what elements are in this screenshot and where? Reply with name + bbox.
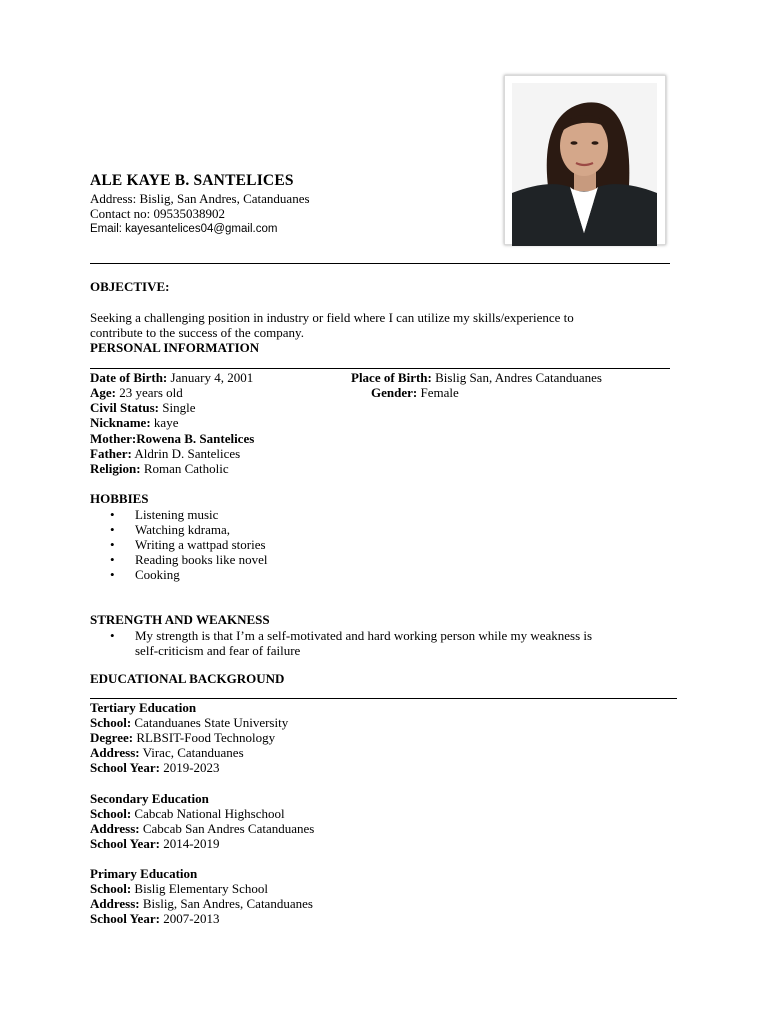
primary-address-label: Address: xyxy=(90,896,140,911)
primary-year-line xyxy=(90,911,220,926)
tertiary-address-label: Address: xyxy=(90,745,140,760)
age-value: 23 years old xyxy=(119,385,183,400)
tertiary-year-line xyxy=(90,760,220,775)
strength-heading: STRENGTH AND WEAKNESS xyxy=(90,612,270,627)
header-divider xyxy=(90,263,670,264)
pob-line xyxy=(351,370,602,385)
tertiary-title: Tertiary Education xyxy=(90,700,197,715)
gender-value: Female xyxy=(420,385,459,400)
age-label: Age: xyxy=(90,385,116,400)
primary-address-line xyxy=(90,896,313,911)
mother-label: Mother: xyxy=(90,431,137,446)
email-line: Email: kayesantelices04@gmail.com xyxy=(90,223,278,235)
objective-heading: OBJECTIVE: xyxy=(90,279,170,294)
tertiary-address-value: Virac, Catanduanes xyxy=(142,745,244,760)
gender-line xyxy=(371,385,459,400)
hobbies-list xyxy=(90,507,268,582)
primary-year-label: School Year: xyxy=(90,911,160,926)
tertiary-degree-label: Degree: xyxy=(90,730,134,745)
strength-text-line-1: My strength is that I’m a self-motivated and hard working person while my weakness is xyxy=(135,628,593,643)
religion-label: Religion: xyxy=(90,461,141,476)
hobby-item: • Writing a wattpad stories xyxy=(90,537,268,552)
tertiary-year-value: 2019-2023 xyxy=(163,760,220,775)
age-line xyxy=(90,385,183,400)
nickname-value: kaye xyxy=(153,415,179,430)
strength-list xyxy=(90,628,592,658)
primary-school-line xyxy=(90,881,268,896)
primary-school-value: Bislig Elementary School xyxy=(134,881,269,896)
gender-label: Gender: xyxy=(371,385,418,400)
secondary-school-value: Cabcab National Highschool xyxy=(134,806,285,821)
primary-year-value: 2007-2013 xyxy=(163,911,220,926)
tertiary-address-line xyxy=(90,745,244,760)
pob-label: Place of Birth: xyxy=(351,370,432,385)
primary-title: Primary Education xyxy=(90,866,198,881)
secondary-address-label: Address: xyxy=(90,821,140,836)
dob-line xyxy=(90,370,253,385)
hobbies-heading: HOBBIES xyxy=(90,491,149,506)
applicant-name: ALE KAYE B. SANTELICES xyxy=(90,172,294,189)
secondary-address-value: Cabcab San Andres Catanduanes xyxy=(142,821,315,836)
contact-line: Contact no: 09535038902 xyxy=(90,206,226,221)
mother-line xyxy=(90,431,254,446)
tertiary-school-label: School: xyxy=(90,715,132,730)
secondary-address-line xyxy=(90,821,314,836)
tertiary-year-label: School Year: xyxy=(90,760,160,775)
personal-info-divider xyxy=(90,368,670,369)
education-divider xyxy=(90,698,677,699)
civil-status-label: Civil Status: xyxy=(90,400,159,415)
tertiary-school-line xyxy=(90,715,288,730)
address-line: Address: Bislig, San Andres, Catanduanes xyxy=(90,191,310,206)
tertiary-degree-line xyxy=(90,730,275,745)
primary-address-value: Bislig, San Andres, Catanduanes xyxy=(142,896,313,911)
objective-text-line-2: contribute to the success of the company. xyxy=(90,325,304,340)
secondary-school-label: School: xyxy=(90,806,132,821)
dob-value: January 4, 2001 xyxy=(170,370,254,385)
tertiary-degree-value: RLBSIT-Food Technology xyxy=(136,730,276,745)
civil-status-value: Single xyxy=(162,400,196,415)
nickname-line xyxy=(90,415,178,430)
father-value: Aldrin D. Santelices xyxy=(134,446,241,461)
hobby-item: • Watching kdrama, xyxy=(90,522,268,537)
objective-text-line-1: Seeking a challenging position in industry or field where I can utilize my skills/experience to xyxy=(90,310,574,325)
personal-info-heading: PERSONAL INFORMATION xyxy=(90,340,260,355)
secondary-year-value: 2014-2019 xyxy=(163,836,220,851)
profile-photo-frame xyxy=(504,75,666,245)
civil-status-line xyxy=(90,400,195,415)
secondary-title: Secondary Education xyxy=(90,791,209,806)
religion-value: Roman Catholic xyxy=(143,461,229,476)
secondary-school-line xyxy=(90,806,285,821)
religion-line xyxy=(90,461,229,476)
pob-value: Bislig San, Andres Catanduanes xyxy=(435,370,602,385)
profile-photo xyxy=(512,83,657,246)
father-line xyxy=(90,446,240,461)
nickname-label: Nickname: xyxy=(90,415,151,430)
secondary-year-label: School Year: xyxy=(90,836,160,851)
secondary-year-line xyxy=(90,836,220,851)
hobby-item: • Reading books like novel xyxy=(90,552,268,567)
primary-school-label: School: xyxy=(90,881,132,896)
dob-label: Date of Birth: xyxy=(90,370,168,385)
tertiary-school-value: Catanduanes State University xyxy=(134,715,289,730)
mother-value: Rowena B. Santelices xyxy=(136,431,255,446)
hobby-item: • Cooking xyxy=(90,567,268,582)
strength-item xyxy=(90,628,592,658)
education-heading: EDUCATIONAL BACKGROUND xyxy=(90,671,285,686)
strength-text-line-2: self-criticism and fear of failure xyxy=(135,643,301,658)
father-label: Father: xyxy=(90,446,132,461)
hobby-item: • Listening music xyxy=(90,507,268,522)
